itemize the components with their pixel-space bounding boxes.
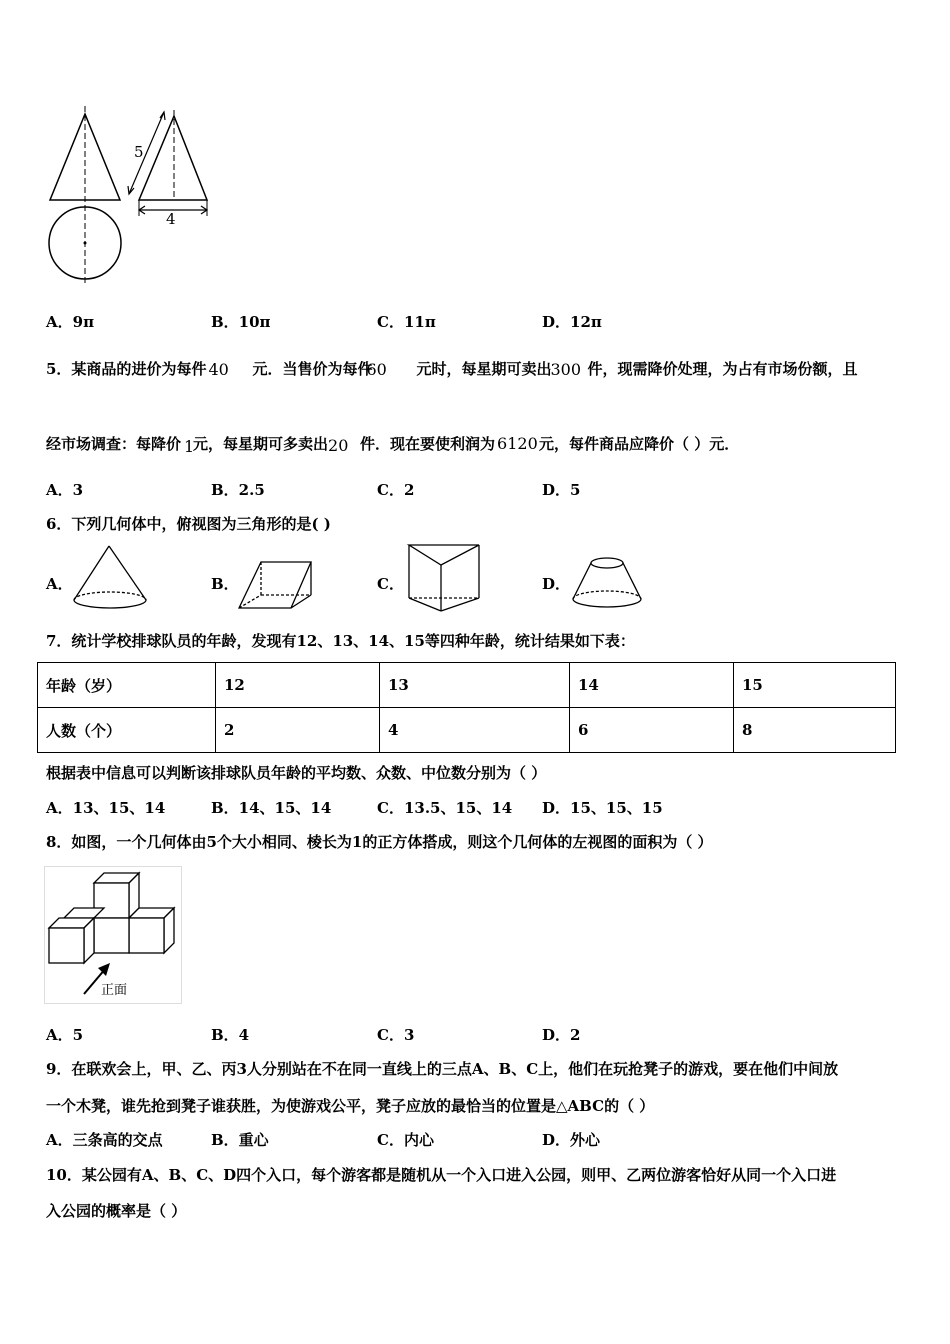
q5-text-c: 元时，每星期可卖出 xyxy=(416,360,552,378)
value-40: 40 xyxy=(208,360,229,379)
q5-option-b[interactable]: B．2.5 xyxy=(211,481,265,499)
q6-stem: 6．下列几何体中，俯视图为三角形的是( ) xyxy=(46,515,331,533)
q9-line2: 一个木凳，谁先抢到凳子谁获胜，为使游戏公平，凳子应放的最恰当的位置是△ABC的（ ） xyxy=(46,1097,655,1115)
value-20: 20 xyxy=(328,436,349,455)
q5-text-e: 经市场调查：每降价 xyxy=(46,435,182,453)
q7-option-b[interactable]: B．14、15、14 xyxy=(211,799,332,817)
q5-option-d[interactable]: D．5 xyxy=(542,481,581,499)
q9-line1: 9．在联欢会上，甲、乙、丙3人分别站在不在同一直线上的三点A、B、C上，他们在玩抢凳子的游戏，要在他们中间放 xyxy=(46,1060,839,1078)
frustum-icon xyxy=(568,553,648,615)
upright-prism-icon xyxy=(405,541,485,615)
q5-option-a[interactable]: A．3 xyxy=(46,481,84,499)
table-cell: 人数（个） xyxy=(38,708,216,753)
q5-text-b: 元．当售价为每件 xyxy=(252,360,373,378)
table-cell: 8 xyxy=(734,708,896,753)
age-stats-table xyxy=(37,662,896,753)
q4-option-b[interactable]: B．10π xyxy=(211,313,271,331)
q9-option-b[interactable]: B．重心 xyxy=(211,1131,269,1149)
q5-text-g: 件．现在要使利润为 xyxy=(360,435,496,453)
q5-text-h: 元，每件商品应降价（ ）元． xyxy=(539,435,740,453)
q10-line1: 10．某公园有A、B、C、D四个入口，每个游客都是随机从一个入口进入公园，则甲、乙两位游客恰好从同一个入口进 xyxy=(46,1166,837,1184)
table-cell: 14 xyxy=(570,663,734,708)
table-cell: 13 xyxy=(380,663,570,708)
table-cell: 年龄（岁） xyxy=(38,663,216,708)
q7-stem: 7．统计学校排球队员的年龄，发现有12、13、14、15等四种年龄，统计结果如下表： xyxy=(46,632,635,650)
q8-option-d[interactable]: D．2 xyxy=(542,1026,581,1044)
q5-text-f: 元，每星期可多卖出 xyxy=(193,435,329,453)
q7-option-a[interactable]: A．13、15、14 xyxy=(46,799,166,817)
q8-option-b[interactable]: B．4 xyxy=(211,1026,250,1044)
q5-line2 xyxy=(46,433,739,454)
q4-option-c[interactable]: C．11π xyxy=(377,313,436,331)
q5-text-d: 件，现需降价处理，为占有市场份额，且 xyxy=(587,360,858,378)
table-cell: 15 xyxy=(734,663,896,708)
cube-stack-figure xyxy=(44,866,182,1004)
table-cell: 2 xyxy=(216,708,380,753)
value-1: 1 xyxy=(184,437,195,456)
triangular-prism-icon xyxy=(236,557,316,613)
q8-option-c[interactable]: C．3 xyxy=(377,1026,415,1044)
table-row xyxy=(38,663,896,708)
q6-label-d[interactable]: D． xyxy=(542,575,571,593)
q7-after-table: 根据表中信息可以判断该排球队员年龄的平均数、众数、中位数分别为（ ） xyxy=(46,764,547,782)
cone-three-view-figure xyxy=(40,100,220,295)
q9-option-a[interactable]: A．三条高的交点 xyxy=(46,1131,163,1149)
q5-option-c[interactable]: C．2 xyxy=(377,481,415,499)
q8-stem: 8．如图，一个几何体由5个大小相同、棱长为1的正方体搭成，则这个几何体的左视图的面积为（ ） xyxy=(46,833,713,851)
q10-line2: 入公园的概率是（ ） xyxy=(46,1202,187,1220)
table-cell: 6 xyxy=(570,708,734,753)
table-row xyxy=(38,708,896,753)
q6-label-a[interactable]: A． xyxy=(46,575,73,593)
q6-label-c[interactable]: C． xyxy=(377,575,404,593)
q6-label-b[interactable]: B． xyxy=(211,575,239,593)
q5-text-a: 5．某商品的进价为每件 xyxy=(46,360,207,378)
cone-icon xyxy=(70,543,150,613)
q9-option-d[interactable]: D．外心 xyxy=(542,1131,601,1149)
base-length-label: 4 xyxy=(166,210,176,228)
value-300: 300 xyxy=(550,360,582,379)
q7-option-d[interactable]: D．15、15、15 xyxy=(542,799,663,817)
q4-option-a[interactable]: A．9π xyxy=(46,313,95,331)
q7-option-c[interactable]: C．13.5、15、14 xyxy=(377,799,513,817)
q9-option-c[interactable]: C．内心 xyxy=(377,1131,434,1149)
front-view-label: 正面 xyxy=(101,983,128,998)
q5-line1 xyxy=(46,358,858,379)
table-cell: 12 xyxy=(216,663,380,708)
q4-option-d[interactable]: D．12π xyxy=(542,313,602,331)
table-cell: 4 xyxy=(380,708,570,753)
value-60: 60 xyxy=(366,360,387,379)
value-6120: 6120 xyxy=(497,434,538,453)
q8-option-a[interactable]: A．5 xyxy=(46,1026,84,1044)
slant-length-label: 5 xyxy=(134,143,144,161)
